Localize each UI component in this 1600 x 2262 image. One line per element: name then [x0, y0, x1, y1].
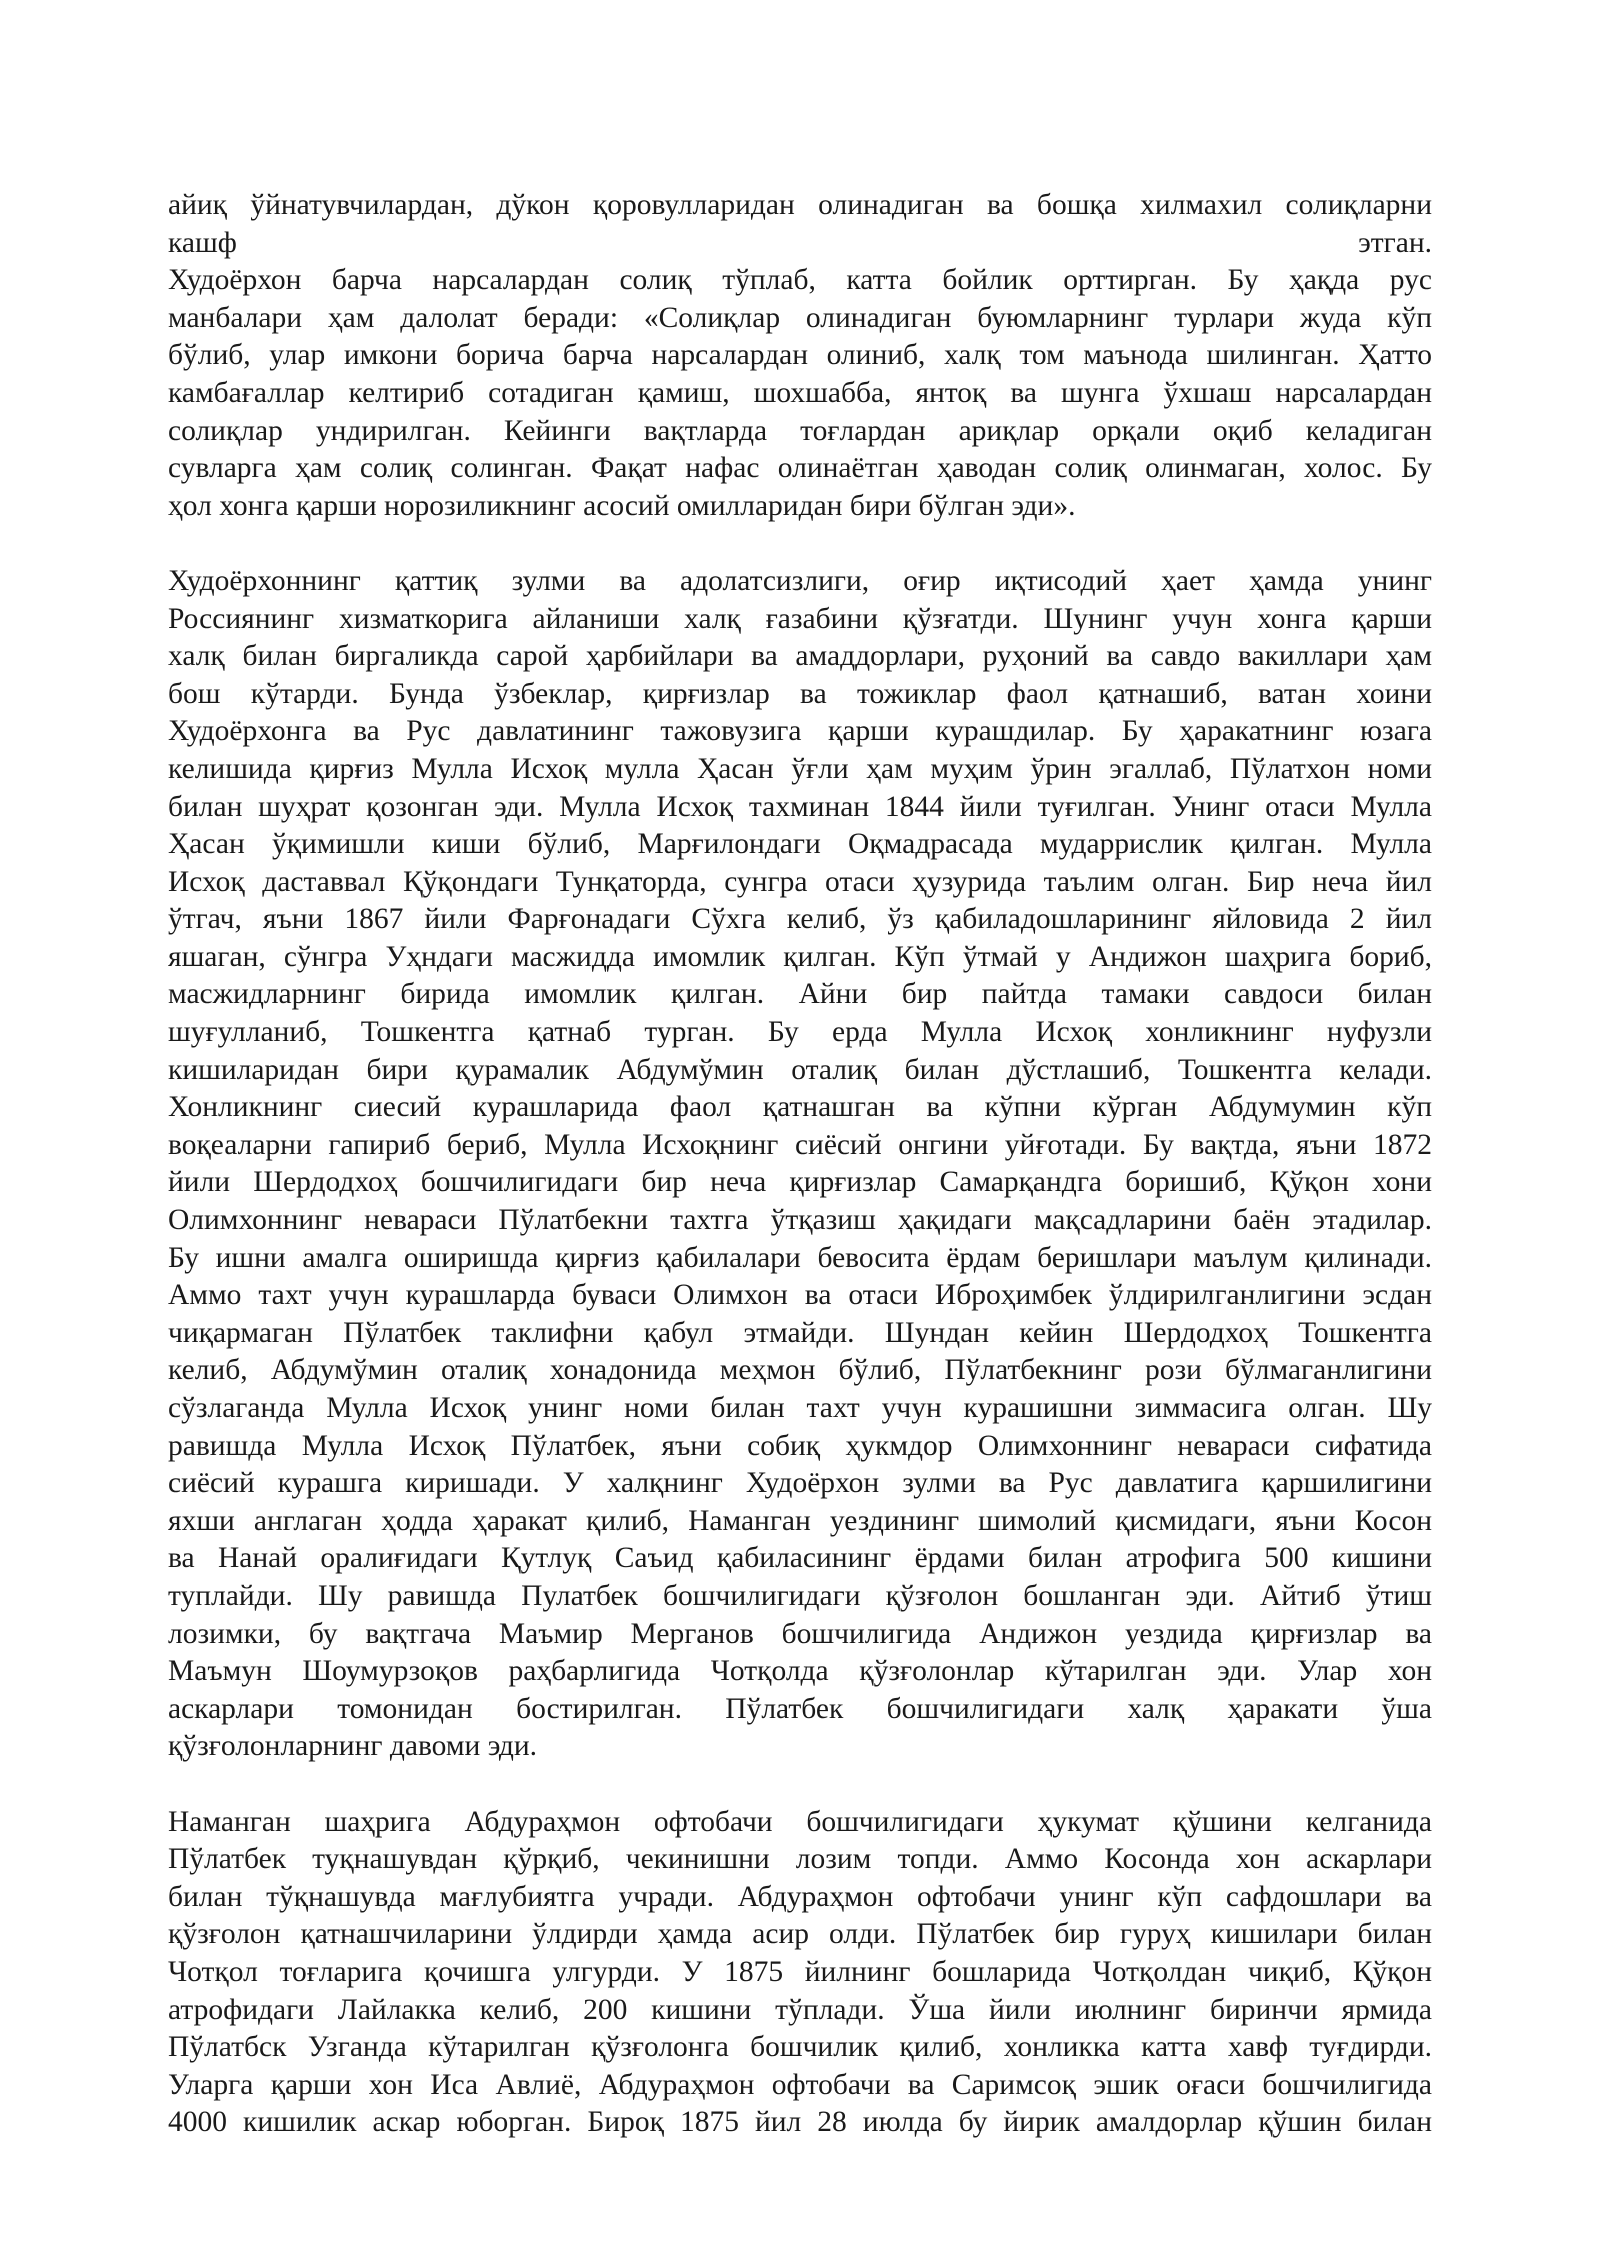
text-line: Чотқол тоғларига қочишга улгурди. У 1875 йилнинг бошларида Чотқолдан чиқиб, Қўқон: [168, 1955, 1432, 1988]
text-line: қўзғолонларнинг давоми эди.: [168, 1730, 538, 1763]
text-line: келиб, Абдумўмин оталиқ хонадонида меҳмон бўлиб, Пўлатбекнинг рози бўлмаганлигини: [168, 1354, 1432, 1387]
text-line: билан шуҳрат қозонган эди. Мулла Исхоқ тахминан 1844 йили туғилган. Унинг отаси Мулла: [168, 790, 1432, 823]
text-line: билан тўқнашувда мағлубиятга учради. Абдураҳмон офтобачи унинг кўп сафдошлари ва: [168, 1880, 1432, 1913]
text-line: манбалари ҳам далолат беради: «Солиқлар олинадиган буюмларнинг турлари жуда кўп: [168, 301, 1432, 334]
text-line: Худоёрхонга ва Рус давлатининг тажовузига қарши курашдилар. Бу ҳаракатнинг юзага: [168, 715, 1432, 748]
text-line: туплайди. Шу равишда Пулатбек бошчилигидаги қўзғолон бошланган эди. Айтиб ўтиш: [168, 1579, 1432, 1612]
text-line: Аммо тахт учун курашларда буваси Олимхон ва отаси Иброҳимбек ўлдирилганлигини эсдан: [168, 1279, 1432, 1312]
paragraph-2: [168, 563, 1432, 1766]
text-line: Ҳасан ўқимишли киши бўлиб, Марғилондаги Оқмадрасада мударрислик қилган. Мулла: [168, 828, 1432, 861]
text-line: ҳол хонга қарши норозиликнинг асосий омилларидан бири бўлган эди».: [168, 489, 1076, 522]
text-line: Пўлатбск Узганда кўтарилган қўзғолонга бошчилик қилиб, хонликка катта хавф туғдирди.: [168, 2031, 1432, 2064]
text-line: сўзлаганда Мулла Исхоқ унинг номи билан тахт учун курашишни зиммасига олган. Шу: [168, 1392, 1432, 1424]
text-line: ва Нанай оралиғидаги Қутлуқ Саъид қабиласининг ёрдами билан атрофига 500 кишини: [168, 1542, 1432, 1575]
text-line: Маъмун Шоумурзоқов раҳбарлигида Чотқолда қўзғолонлар кўтарилган эди. Улар хон: [168, 1655, 1432, 1688]
text-line: халқ билан биргаликда сарой ҳарбийлари ва амаддорлари, руҳоний ва савдо вакиллари ҳам: [168, 640, 1432, 673]
text-line: Олимхоннинг невараси Пўлатбекни тахтга ўтқазиш ҳақидаги мақсадларини баён этадилар.: [168, 1204, 1432, 1237]
text-line: яхши англаган ҳодда ҳаракат қилиб, Наманган уездининг шимолий қисмидаги, яъни Косон: [168, 1504, 1432, 1537]
text-line: айиқ ўйнатувчилардан, дўкон қоровулларидан олинадиган ва бошқа хилмахил солиқларни: [168, 189, 1432, 221]
text-line: кишиларидан бири қурамалик Абдумўмин оталиқ билан дўстлашиб, Тошкентга келади.: [168, 1053, 1432, 1086]
text-line: бош кўтарди. Бунда ўзбеклар, қирғизлар ва тожиклар фаол қатнашиб, ватан хоини: [168, 677, 1432, 710]
text-line: Худоёрхоннинг қаттиқ зулми ва адолатсизлиги, оғир иқтисодий ҳает ҳамда унинг: [168, 564, 1432, 597]
text-line: қўзғолон қатнашчиларини ўлдирди ҳамда асир олди. Пўлатбек бир гуруҳ кишилари билан: [168, 1918, 1432, 1951]
text-line: келишида қирғиз Мулла Исхоқ мулла Ҳасан ўғли ҳам муҳим ўрин эгаллаб, Пўлатхон номи: [168, 752, 1432, 785]
text-line: Россиянинг хизматкорига айланиши халқ ғазабини қўзғатди. Шунинг учун хонга қарши: [168, 602, 1432, 635]
text-line: лозимки, бу вақтгача Маъмир Мерганов бошчилигида Андижон уездида қирғизлар ва: [168, 1617, 1432, 1650]
text-line: кашф этган.: [168, 226, 1432, 259]
text-line: атрофидаги Лайлакка келиб, 200 кишини тўплади. Ўша йили июлнинг биринчи ярмида: [168, 1993, 1432, 2026]
text-line: Уларга қарши хон Иса Авлиё, Абдураҳмон офтобачи ва Саримсоқ эшик оғаси бошчилигида: [168, 2068, 1432, 2101]
text-line: воқеаларни гапириб бериб, Мулла Исхоқнинг сиёсий онгини уйғотади. Бу вақтда, яъни 1872: [168, 1128, 1432, 1161]
text-line: сувларга ҳам солиқ солинган. Фақат нафас олинаётган ҳаводан солиқ олинмаган, холос. Бу: [168, 452, 1432, 485]
text-line: 4000 кишилик аскар юборган. Бироқ 1875 йил 28 июлда бу йирик амалдорлар қўшин билан: [168, 2106, 1432, 2139]
text-line: Наманган шаҳрига Абдураҳмон офтобачи бошчилигидаги ҳукумат қўшини келганида: [168, 1805, 1432, 1838]
text-line: Худоёрхон барча нарсалардан солиқ тўплаб, катта бойлик орттирган. Бу ҳақда рус: [168, 264, 1432, 297]
text-line: масжидларнинг бирида имомлик қилган. Айни бир пайтда тамаки савдоси билан: [168, 978, 1432, 1011]
text-line: Бу ишни амалга оширишда қирғиз қабилалари бевосита ёрдам беришлари маълум қилинади.: [168, 1241, 1432, 1274]
text-line: яшаган, сўнгра Уҳндаги масжидда имомлик қилган. Кўп ўтмай у Андижон шаҳрига бориб,: [168, 940, 1432, 973]
text-line: камбағаллар келтириб сотадиган қамиш, шохшабба, янтоқ ва шунга ўхшаш нарсалардан: [168, 376, 1432, 409]
text-line: бўлиб, улар имкони борича барча нарсалардан олиниб, халқ том маънода шилинган. Ҳатто: [168, 339, 1432, 372]
text-line: Исхоқ даставвал Қўқондаги Тунқаторда, сунгра отаси ҳузурида таълим олган. Бир неча йил: [168, 865, 1432, 898]
text-line: солиқлар ундирилган. Кейинги вақтларда тоғлардан ариқлар орқали оқиб келадиган: [168, 414, 1432, 447]
text-line: аскарлари томонидан бостирилган. Пўлатбек бошчилигидаги халқ ҳаракати ўша: [168, 1692, 1432, 1725]
text-line: ўтгач, яъни 1867 йили Фарғонадаги Сўхга келиб, ўз қабиладошларининг яйловида 2 йил: [168, 903, 1432, 936]
text-line: йили Шердодхоҳ бошчилигидаги бир неча қирғизлар Самарқандга боришиб, Қўқон хони: [168, 1166, 1432, 1199]
document-page: [168, 187, 1432, 2142]
paragraph-1: [168, 187, 1432, 525]
text-line: шуғулланиб, Тошкентга қатнаб турган. Бу ерда Мулла Исхоқ хонликнинг нуфузли: [168, 1016, 1432, 1049]
text-line: Пўлатбек туқнашувдан қўрқиб, чекинишни лозим топди. Аммо Косонда хон аскарлари: [168, 1843, 1432, 1876]
paragraph-3: [168, 1804, 1432, 2142]
text-line: чиқармаган Пўлатбек таклифни қабул этмайди. Шундан кейин Шердодхоҳ Тошкентга: [168, 1316, 1432, 1349]
text-line: Хонликнинг сиесий курашларида фаол қатнашган ва кўпни кўрган Абдумумин кўп: [168, 1091, 1432, 1124]
text-line: равишда Мулла Исхоқ Пўлатбек, яъни собиқ ҳукмдор Олимхоннинг невараси сифатида: [168, 1429, 1432, 1462]
text-line: сиёсий курашга киришади. У халқнинг Худоёрхон зулми ва Рус давлатига қаршилигини: [168, 1467, 1432, 1500]
